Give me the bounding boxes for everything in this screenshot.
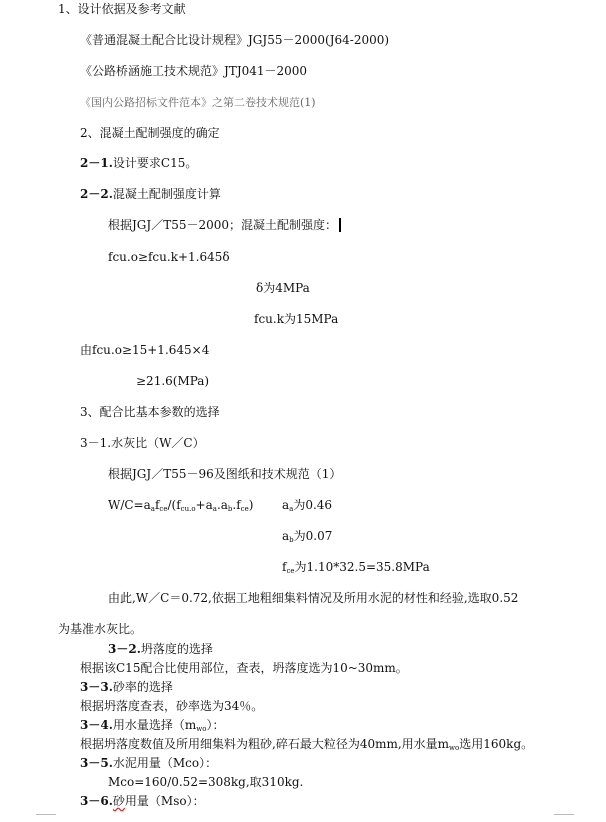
section-2-1	[80, 156, 197, 170]
calc-basis-line	[108, 218, 341, 232]
section-number: 3－4.	[80, 718, 113, 732]
paragraph-wc-line-2: 为基准水灰比。	[58, 622, 143, 636]
coefficient-label: a	[282, 498, 290, 512]
aa-coefficient	[282, 498, 332, 516]
coefficient-label: f	[282, 560, 287, 574]
section-2-heading: 2、混凝土配制强度的确定	[80, 126, 220, 140]
section-text: 混凝土配制强度计算	[112, 187, 221, 201]
formula-part: +a	[195, 498, 213, 512]
section-text-close: ）：	[206, 718, 225, 732]
fcuk-value: fcu.k为15MPa	[254, 312, 339, 326]
section-3-1-basis: 根据JGJ／T55－96及图纸和技术规范（1）	[108, 467, 342, 481]
coefficient-value: 为0.46	[293, 498, 333, 512]
fce-value	[282, 560, 430, 578]
section-1-heading: 1、设计依据及参考文献	[58, 2, 186, 16]
section-3-1: 3－1.水灰比（W／C）	[80, 436, 205, 450]
coefficient-value: 为0.07	[293, 529, 333, 543]
wc-formula	[108, 498, 253, 516]
formula-subscript: ce	[240, 505, 249, 513]
section-3-6	[80, 794, 205, 808]
formula-strength: fcu.o≥fcu.k+1.645δ	[108, 250, 230, 264]
formula-part: )	[248, 498, 254, 512]
section-number: 2－2.	[80, 187, 113, 201]
section-3-3	[80, 680, 173, 694]
section-text: 用水量选择（m	[112, 718, 197, 732]
reference-2: 《公路桥涵施工技术规范》JTJ041－2000	[80, 64, 308, 78]
section-3-5-body: Mco=160/0.52=308kg,取310kg.	[108, 775, 304, 789]
section-2-2	[80, 187, 221, 201]
section-number: 2－1.	[80, 156, 113, 170]
formula-part: W/C=a	[108, 498, 151, 512]
formula-subscript: a	[212, 505, 217, 513]
formula-part: .f	[232, 498, 241, 512]
section-3-2	[108, 642, 213, 656]
section-number: 3－5.	[80, 756, 113, 770]
reference-3: 《国内公路招标文件范本》之第二卷技术规范(1)	[80, 96, 316, 109]
body-text: 根据坍落度数值及所用细集料为粗砂,碎石最大粒径为40mm,用水量m	[80, 737, 450, 751]
formula-subscript: b	[227, 505, 233, 513]
coefficient-value: 为1.10*32.5=35.8MPa	[294, 560, 430, 574]
formula-subscript: ce	[159, 505, 168, 513]
section-3-5	[80, 756, 217, 770]
section-number: 3－6.	[80, 794, 113, 808]
result-line-2: ≥21.6(MPa)	[136, 374, 210, 388]
section-3-4	[80, 718, 225, 736]
section-3-3-body: 根据坍落度查表，砂率选为34％。	[80, 699, 264, 713]
section-number: 3－2.	[108, 642, 141, 656]
delta-value: δ为4MPa	[256, 281, 310, 295]
body-text: 选用160kg。	[459, 737, 534, 751]
reference-1: 《普通混凝土配合比设计规程》JGJ55－2000(J64-2000)	[80, 33, 390, 47]
section-text: 水泥用量（Mco）：	[112, 756, 218, 770]
section-3-heading: 3、配合比基本参数的选择	[80, 405, 220, 419]
section-text: 坍落度的选择	[140, 642, 213, 656]
formula-subscript: cu.o	[180, 505, 196, 513]
spellcheck-word: 砂	[112, 794, 125, 808]
formula-part: .a	[216, 498, 228, 512]
coefficient-subscript: b	[289, 536, 294, 544]
section-text: 用量（Mso）：	[124, 794, 205, 808]
calc-basis-text: 根据JGJ／T55－2000；混凝土配制强度：	[108, 218, 338, 232]
coefficient-subscript: a	[289, 505, 294, 513]
body-subscript: wo	[449, 744, 460, 752]
section-subscript: wo	[196, 725, 207, 733]
coefficient-subscript: ce	[286, 567, 295, 575]
section-text: 设计要求C15。	[112, 156, 198, 170]
coefficient-label: a	[282, 529, 290, 543]
section-number: 3－3.	[80, 680, 113, 694]
page-corner-mark-right	[554, 814, 574, 815]
ab-coefficient	[282, 529, 332, 547]
formula-subscript: a	[150, 505, 155, 513]
section-text: 砂率的选择	[112, 680, 173, 694]
section-3-4-body	[80, 737, 533, 755]
formula-part: f	[154, 498, 160, 512]
formula-part: /(f	[167, 498, 181, 512]
page-corner-mark-left	[36, 814, 56, 815]
text-cursor	[339, 218, 341, 232]
paragraph-wc-line-1: 由此,W／C＝0.72,依据工地粗细集料情况及所用水泥的材性和经验,选取0.52	[108, 591, 519, 605]
section-3-2-body: 根据该C15配合比使用部位，查表，坍落度选为10~30mm。	[80, 661, 408, 675]
result-line-1: 由fcu.o≥15+1.645×4	[80, 343, 210, 357]
